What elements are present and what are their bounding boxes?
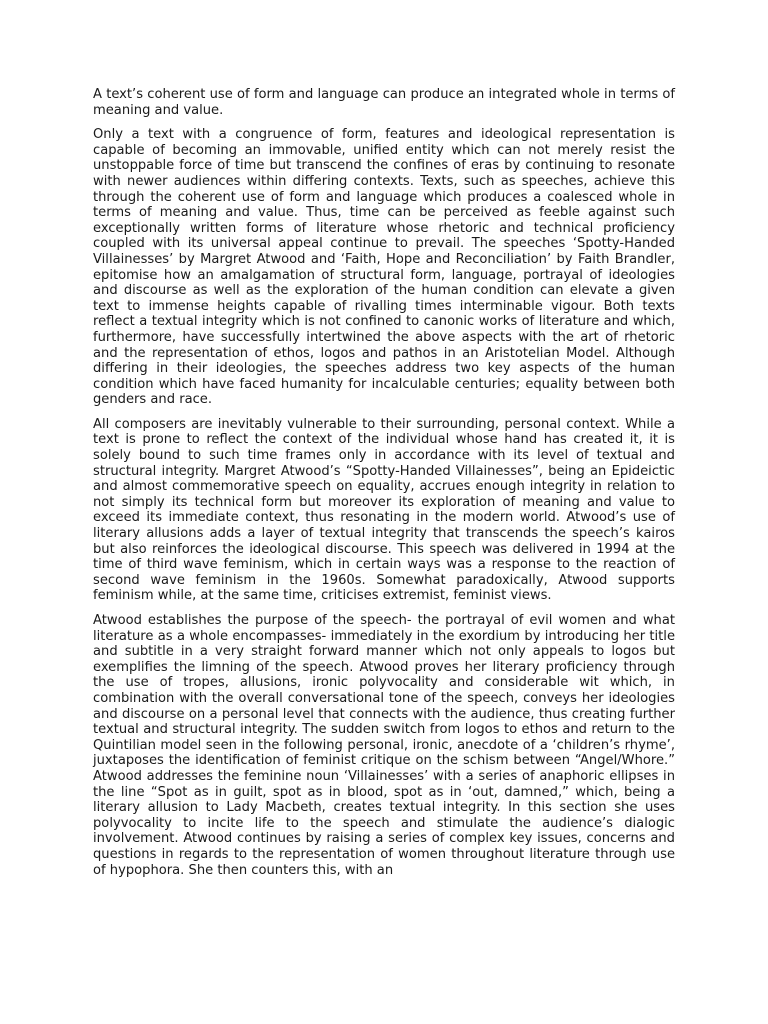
paragraph-analysis: Atwood establishes the purpose of the speech- the portrayal of evil women and what literature as a whole encompasses- immediately in the exordium by introducing her title and subtitle in a very straight forward manner which not only appeals to logos but exemplifies the limning of the speech. Atwood proves her literary proficiency through the use of tropes, allusions, ironic polyvocality and considerable wit which, in combination with the overall conversational tone of the speech, conveys her ideologies and discourse on a personal level that connects with the audience, thus creating further textual and structural integrity. The sudden switch from logos to ethos and return to the Quintilian model seen in the following personal, ironic, anecdote of a ‘children’s rhyme’, juxtaposes the identification of feminist critique on the schism between “Angel/Whore.” Atwood addresses the feminine noun ‘Villainesses’ with a series of anaphoric ellipses in the line “Spot as in guilt, spot as in blood, spot as in ‘out, damned,” which, being a literary allusion to Lady Macbeth, creates textual integrity. In this section she uses polyvocality to incite life to the speech and stimulate the audience’s dialogic involvement. Atwood continues by raising a series of complex key issues, concerns and questions in regards to the representation of women throughout literature through use of hypophora. She then counters this, with an	[93, 613, 675, 878]
paragraph-context: All composers are inevitably vulnerable to their surrounding, personal context. While a text is prone to reflect the context of the individual whose hand has created it, it is solely bound to such time frames only in accordance with its level of textual and structural integrity. Margret Atwood’s “Spotty-Handed Villainesses”, being an Epideictic and almost commemorative speech on equality, accrues enough integrity in relation to not simply its technical form but moreover its exploration of meaning and value to exceed its immediate context, thus resonating in the modern world. Atwood’s use of literary allusions adds a layer of textual integrity that transcends the speech’s kairos but also reinforces the ideological discourse. This speech was delivered in 1994 at the time of third wave feminism, which in certain ways was a response to the reaction of second wave feminism in the 1960s. Somewhat paradoxically, Atwood supports feminism while, at the same time, criticises extremist, feminist views.	[93, 416, 675, 604]
paragraph-thesis: A text’s coherent use of form and language can produce an integrated whole in terms of meaning and value.	[93, 87, 675, 118]
paragraph-introduction: Only a text with a congruence of form, features and ideological representation is capable of becoming an immovable, unified entity which can not merely resist the unstoppable force of time but transcend the confines of eras by continuing to resonate with newer audiences within differing contexts. Texts, such as speeches, achieve this through the coherent use of form and language which produces a coalesced whole in terms of meaning and value. Thus, time can be perceived as feeble against such exceptionally written forms of literature whose rhetoric and technical proficiency coupled with its universal appeal continue to prevail. The speeches ‘Spotty-Handed Villainesses’ by Margret Atwood and ‘Faith, Hope and Reconciliation’ by Faith Brandler, epitomise how an amalgamation of structural form, language, portrayal of ideologies and discourse as well as the exploration of the human condition can elevate a given text to immense heights capable of rivalling times interminable vigour. Both texts reflect a textual integrity which is not confined to canonic works of literature and which, furthermore, have successfully intertwined the above aspects with the art of rhetoric and the representation of ethos, logos and pathos in an Aristotelian Model. Although differing in their ideologies, the speeches address two key aspects of the human condition which have faced humanity for incalculable centuries; equality between both genders and race.	[93, 127, 675, 408]
document-page	[93, 87, 675, 887]
